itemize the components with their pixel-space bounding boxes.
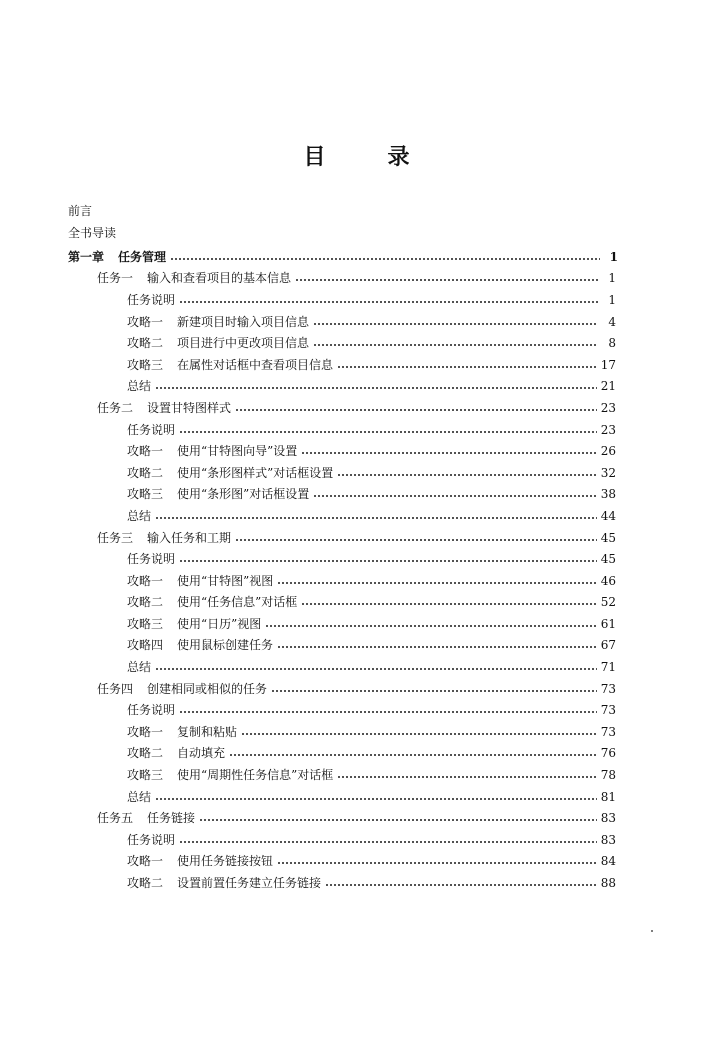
toc-entry-text: 项目进行中更改项目信息 bbox=[177, 336, 310, 351]
toc-task-row bbox=[0, 397, 713, 419]
toc-entry-text: 创建相同或相似的任务 bbox=[147, 681, 268, 696]
toc-page-number: 45 bbox=[600, 552, 616, 567]
dot-leader bbox=[313, 344, 598, 346]
dot-leader bbox=[301, 452, 596, 454]
toc-entry-label: 任务说明 bbox=[127, 703, 176, 718]
toc-entry-label: 总结 bbox=[127, 789, 152, 804]
toc-entry-text: 在属性对话框中查看项目信息 bbox=[177, 357, 334, 372]
toc-entry-row bbox=[0, 570, 713, 592]
toc-page-number: 83 bbox=[600, 832, 616, 847]
toc-entry-title bbox=[97, 682, 267, 696]
toc-entry-title bbox=[97, 811, 195, 825]
toc-entry-row bbox=[0, 764, 713, 786]
toc-entry-text: 使用鼠标创建任务 bbox=[177, 638, 274, 653]
dot-leader bbox=[170, 258, 600, 260]
toc-entry-label: 攻略二 bbox=[127, 876, 164, 891]
toc-entry-row bbox=[0, 872, 713, 894]
toc-entry-row bbox=[0, 462, 713, 484]
toc-page-number: 1 bbox=[608, 292, 616, 307]
toc-entry-label: 攻略一 bbox=[127, 314, 164, 329]
toc-page-number: 78 bbox=[600, 768, 616, 783]
toc-entry-title bbox=[127, 790, 151, 804]
toc-entry-row bbox=[0, 613, 713, 635]
toc-entry-label: 攻略二 bbox=[127, 465, 164, 480]
dot-leader bbox=[179, 560, 597, 562]
dot-leader bbox=[337, 776, 596, 778]
toc-page-number: 73 bbox=[600, 681, 616, 696]
toc-entry-label: 第一章 bbox=[68, 249, 105, 264]
toc-entry-title bbox=[97, 401, 231, 415]
dot-leader bbox=[277, 582, 596, 584]
dot-leader bbox=[265, 625, 596, 627]
toc-entry-title bbox=[127, 725, 237, 739]
toc-entry-label: 任务说明 bbox=[127, 292, 176, 307]
toc-entry-text: 输入和查看项目的基本信息 bbox=[147, 271, 292, 286]
toc-entry-text: 任务管理 bbox=[118, 249, 167, 264]
toc-entry-label: 攻略三 bbox=[127, 616, 164, 631]
toc-entry-title bbox=[127, 315, 309, 329]
toc-entry-label: 任务五 bbox=[97, 811, 134, 826]
toc-task-row bbox=[0, 807, 713, 829]
dot-leader bbox=[337, 366, 597, 368]
toc-entry-label: 攻略一 bbox=[127, 444, 164, 459]
toc-entry-title bbox=[127, 638, 273, 652]
title-char-2: 录 bbox=[387, 145, 410, 170]
dot-leader bbox=[313, 495, 596, 497]
dot-leader bbox=[271, 690, 597, 692]
front-matter-guide: 全书导读 bbox=[68, 226, 117, 240]
toc-entry-text: 使用“周期性任务信息”对话框 bbox=[177, 768, 334, 783]
dot-leader bbox=[179, 431, 597, 433]
toc-entry-label: 攻略二 bbox=[127, 336, 164, 351]
toc-entry-label: 总结 bbox=[127, 660, 152, 675]
dot-leader bbox=[277, 646, 597, 648]
toc-entry-text: 使用“条形图”对话框设置 bbox=[177, 487, 310, 502]
toc-entry-label: 总结 bbox=[127, 508, 152, 523]
toc-entry-text: 新建项目时输入项目信息 bbox=[177, 314, 310, 329]
table-of-contents bbox=[0, 246, 713, 894]
dot-leader bbox=[179, 301, 598, 303]
toc-entry-row bbox=[0, 743, 713, 765]
toc-entry-text: 设置前置任务建立任务链接 bbox=[177, 876, 322, 891]
toc-entry-title bbox=[127, 509, 151, 523]
toc-task-row bbox=[0, 527, 713, 549]
toc-entry-text: 使用“条形图样式”对话框设置 bbox=[177, 465, 334, 480]
toc-chapter-row bbox=[0, 246, 713, 268]
toc-entry-title bbox=[127, 379, 151, 393]
dot-leader bbox=[155, 517, 597, 519]
toc-entry-title bbox=[127, 833, 175, 847]
dot-leader bbox=[235, 409, 597, 411]
toc-entry-row bbox=[0, 311, 713, 333]
toc-entry-title bbox=[127, 466, 333, 480]
toc-entry-title bbox=[127, 876, 321, 890]
toc-entry-title bbox=[127, 293, 175, 307]
toc-entry-text: 自动填充 bbox=[177, 746, 226, 761]
toc-entry-title bbox=[97, 531, 231, 545]
toc-page-number: 71 bbox=[600, 660, 616, 675]
toc-entry-row bbox=[0, 354, 713, 376]
toc-page-number: 73 bbox=[600, 703, 616, 718]
toc-entry-row bbox=[0, 592, 713, 614]
toc-page-number: 4 bbox=[608, 314, 616, 329]
toc-entry-text: 使用“甘特图向导”设置 bbox=[177, 444, 298, 459]
toc-entry-text: 输入任务和工期 bbox=[147, 530, 232, 545]
toc-entry-title bbox=[127, 552, 175, 566]
toc-entry-text: 使用任务链接按钮 bbox=[177, 854, 274, 869]
toc-entry-text: 任务链接 bbox=[147, 811, 196, 826]
toc-entry-label: 任务说明 bbox=[127, 552, 176, 567]
toc-page-number: 73 bbox=[600, 724, 616, 739]
dot-leader bbox=[337, 474, 596, 476]
toc-entry-title bbox=[127, 444, 297, 458]
toc-entry-title bbox=[127, 660, 151, 674]
toc-entry-title bbox=[127, 574, 273, 588]
toc-entry-row bbox=[0, 332, 713, 354]
toc-page-number: 44 bbox=[600, 508, 616, 523]
toc-entry-row bbox=[0, 699, 713, 721]
toc-entry-title bbox=[127, 336, 309, 350]
toc-page-number: 23 bbox=[600, 400, 616, 415]
dot-leader bbox=[295, 279, 598, 281]
dot-leader bbox=[241, 733, 597, 735]
toc-entry-title bbox=[127, 768, 333, 782]
toc-entry-title bbox=[127, 487, 309, 501]
toc-entry-label: 攻略一 bbox=[127, 854, 164, 869]
toc-page-number: 23 bbox=[600, 422, 616, 437]
toc-page-number: 84 bbox=[600, 854, 616, 869]
toc-entry-text: 设置甘特图样式 bbox=[147, 400, 232, 415]
toc-page-number: 38 bbox=[600, 487, 616, 502]
dot-leader bbox=[313, 323, 598, 325]
toc-entry-label: 总结 bbox=[127, 379, 152, 394]
dot-leader bbox=[277, 862, 597, 864]
toc-entry-label: 攻略二 bbox=[127, 595, 164, 610]
toc-page-number: 21 bbox=[600, 379, 616, 394]
toc-entry-row bbox=[0, 484, 713, 506]
page-title bbox=[0, 140, 713, 170]
toc-entry-row bbox=[0, 635, 713, 657]
dot-leader bbox=[179, 711, 597, 713]
toc-entry-title bbox=[127, 703, 175, 717]
toc-entry-text: 复制和粘贴 bbox=[177, 724, 238, 739]
toc-page-number: 32 bbox=[600, 465, 616, 480]
toc-entry-row bbox=[0, 829, 713, 851]
toc-entry-label: 攻略二 bbox=[127, 746, 164, 761]
toc-entry-label: 攻略一 bbox=[127, 573, 164, 588]
scan-speck bbox=[651, 930, 653, 932]
toc-entry-label: 攻略一 bbox=[127, 724, 164, 739]
toc-page-number: 1 bbox=[608, 271, 616, 286]
toc-entry-row bbox=[0, 786, 713, 808]
toc-entry-row bbox=[0, 289, 713, 311]
toc-entry-row bbox=[0, 440, 713, 462]
toc-entry-label: 任务说明 bbox=[127, 422, 176, 437]
toc-entry-label: 任务说明 bbox=[127, 832, 176, 847]
toc-page-number: 1 bbox=[609, 249, 618, 264]
toc-page-number: 45 bbox=[600, 530, 616, 545]
toc-entry-text: 使用“日历”视图 bbox=[177, 616, 262, 631]
toc-page-number: 46 bbox=[600, 573, 616, 588]
toc-entry-title bbox=[127, 746, 225, 760]
toc-task-row bbox=[0, 678, 713, 700]
toc-entry-label: 任务一 bbox=[97, 271, 134, 286]
toc-entry-title bbox=[127, 595, 297, 609]
toc-entry-row bbox=[0, 419, 713, 441]
dot-leader bbox=[155, 387, 597, 389]
dot-leader bbox=[155, 668, 597, 670]
toc-entry-row bbox=[0, 851, 713, 873]
toc-entry-row bbox=[0, 376, 713, 398]
toc-entry-title bbox=[68, 250, 166, 264]
toc-entry-title bbox=[127, 854, 273, 868]
toc-page-number: 67 bbox=[600, 638, 616, 653]
dot-leader bbox=[235, 539, 597, 541]
toc-entry-label: 任务四 bbox=[97, 681, 134, 696]
toc-entry-title bbox=[127, 358, 333, 372]
toc-entry-title bbox=[127, 617, 261, 631]
toc-entry-row bbox=[0, 656, 713, 678]
toc-page-number: 17 bbox=[600, 357, 616, 372]
dot-leader bbox=[199, 819, 597, 821]
dot-leader bbox=[155, 798, 597, 800]
toc-entry-label: 攻略三 bbox=[127, 768, 164, 783]
toc-page-number: 26 bbox=[600, 444, 616, 459]
toc-entry-row bbox=[0, 505, 713, 527]
toc-entry-label: 攻略四 bbox=[127, 638, 164, 653]
toc-page-number: 8 bbox=[608, 336, 616, 351]
toc-page-number: 52 bbox=[600, 595, 616, 610]
dot-leader bbox=[179, 841, 597, 843]
title-char-1: 目 bbox=[303, 145, 326, 170]
toc-entry-title bbox=[127, 423, 175, 437]
dot-leader bbox=[325, 884, 597, 886]
toc-entry-text: 使用“甘特图”视图 bbox=[177, 573, 274, 588]
toc-entry-text: 使用“任务信息”对话框 bbox=[177, 595, 298, 610]
toc-entry-row bbox=[0, 548, 713, 570]
toc-page-number: 83 bbox=[600, 811, 616, 826]
toc-page-number: 61 bbox=[600, 616, 616, 631]
toc-page-number: 81 bbox=[600, 789, 616, 804]
toc-entry-label: 攻略三 bbox=[127, 487, 164, 502]
toc-entry-row bbox=[0, 721, 713, 743]
toc-entry-label: 任务三 bbox=[97, 530, 134, 545]
dot-leader bbox=[301, 603, 596, 605]
toc-page-number: 76 bbox=[600, 746, 616, 761]
toc-entry-label: 任务二 bbox=[97, 400, 134, 415]
toc-page-number: 88 bbox=[600, 876, 616, 891]
dot-leader bbox=[229, 754, 597, 756]
toc-entry-title bbox=[97, 271, 291, 285]
toc-entry-label: 攻略三 bbox=[127, 357, 164, 372]
front-matter-preface: 前言 bbox=[68, 204, 93, 218]
toc-task-row bbox=[0, 268, 713, 290]
